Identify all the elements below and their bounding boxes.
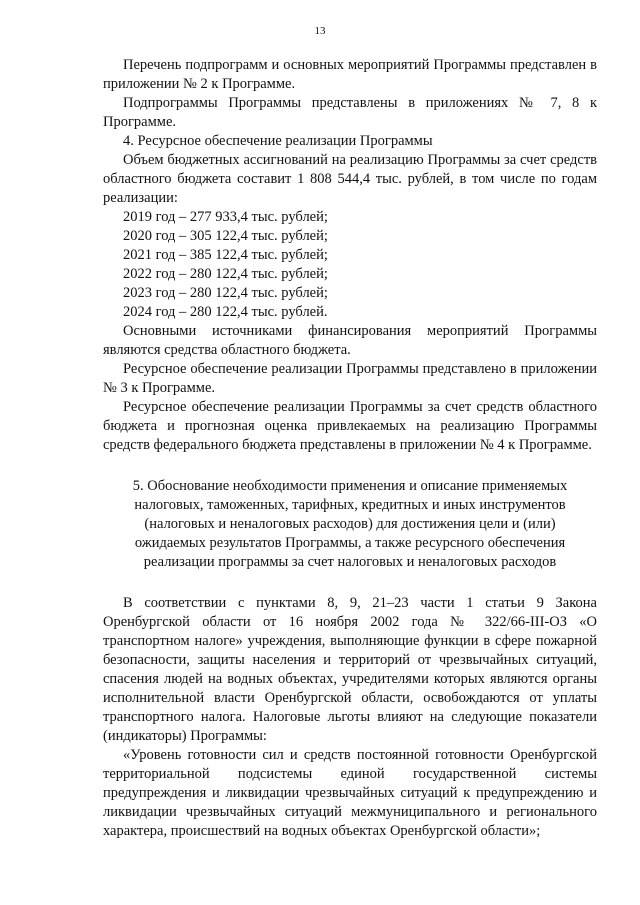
- page-number: 13: [314, 25, 326, 37]
- funding-year-item: 2019 год – 277 933,4 тыс. рублей;: [123, 209, 328, 225]
- intro-paragraph-1: Перечень подпрограмм и основных мероприятий Программы представлен в приложении № 2 к Программе.: [103, 57, 597, 92]
- section-4-paragraph-4: Ресурсное обеспечение реализации Программы за счет средств областного бюджета и прогнозная оценка привлекаемых на реализацию Программы средств федерального бюджета представлены в приложении № 4 к Программе.: [103, 399, 597, 453]
- section-5-heading-line: 5. Обоснование необходимости применения и описание применяемых: [132, 478, 568, 494]
- section-4-paragraph-3: Ресурсное обеспечение реализации Программы представлено в приложении № 3 к Программе.: [103, 361, 597, 396]
- section-5-heading-line: ожидаемых результатов Программы, а также ресурсного обеспечения: [134, 535, 566, 551]
- funding-year-item: 2024 год – 280 122,4 тыс. рублей.: [123, 304, 328, 320]
- page-content: [103, 56, 597, 841]
- funding-year-item: 2022 год – 280 122,4 тыс. рублей;: [123, 266, 328, 282]
- funding-year-item: 2023 год – 280 122,4 тыс. рублей;: [123, 285, 328, 301]
- section-5-heading-line: реализации программы за счет налоговых и неналоговых расходов: [143, 554, 557, 570]
- section-4-paragraph-1: Объем бюджетных ассигнований на реализацию Программы за счет средств областного бюджета составит 1 808 544,4 тыс. рублей, в том числе по годам реализации:: [103, 152, 597, 206]
- funding-by-year-list: [103, 208, 597, 322]
- section-5-heading: [103, 477, 597, 572]
- funding-year-item: 2021 год – 385 122,4 тыс. рублей;: [123, 247, 328, 263]
- section-4-paragraph-2: Основными источниками финансирования мероприятий Программы являются средства областного бюджета.: [103, 323, 597, 358]
- section-5-heading-line: (налоговых и неналоговых расходов) для достижения цели и (или): [144, 516, 556, 532]
- intro-paragraph-2: Подпрограммы Программы представлены в приложениях № 7, 8 к Программе.: [103, 95, 597, 130]
- section-4-heading: 4. Ресурсное обеспечение реализации Программы: [123, 133, 433, 149]
- section-5-paragraph-1: В соответствии с пунктами 8, 9, 21–23 части 1 статьи 9 Закона Оренбургской области от 16 ноября 2002 года № 322/66-III-ОЗ «О транспортном налоге» учреждения, выполняющие функции в сфере пожарной безопасности, защиты населения и территорий от чрезвычайных ситуаций, спасения людей на водных объектах, учредителями которых являются органы исполнительной власти Оренбургской области, освобождаются от уплаты транспортного налога. Налоговые льготы влияют на следующие показатели (индикаторы) Программы:: [103, 595, 597, 744]
- section-5-heading-line: налоговых, таможенных, тарифных, кредитных и иных инструментов: [134, 497, 566, 513]
- section-5-paragraph-2: «Уровень готовности сил и средств постоянной готовности Оренбургской территориальной подсистемы единой государственной системы предупреждения и ликвидации чрезвычайных ситуаций к предупреждению и ликвидации чрезвычайных ситуаций межмуниципального и регионального характера, происшествий на водных объектах Оренбургской области»;: [103, 747, 597, 839]
- funding-year-item: 2020 год – 305 122,4 тыс. рублей;: [123, 228, 328, 244]
